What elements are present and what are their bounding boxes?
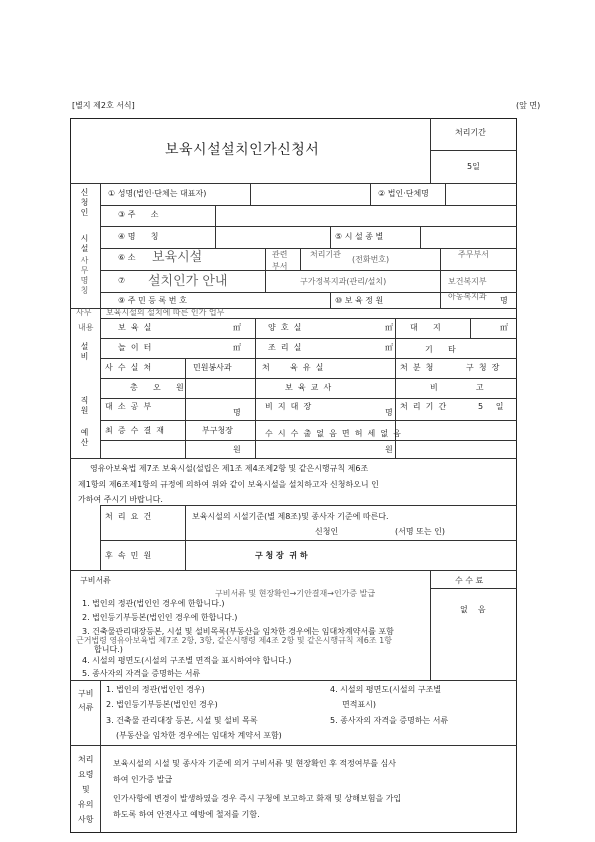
organization-name-label: ② 법인·단체명	[378, 189, 429, 198]
followup-label: 후 속 민 원	[105, 551, 152, 560]
form-title: 보육시설설치인가신청서	[165, 142, 320, 158]
rule-line	[70, 680, 517, 681]
rule-line	[100, 505, 101, 570]
fee-value: 없 음	[460, 605, 486, 614]
document-item-4: 4. 시설의 평면도(시설의 구조별 면적을 표시하여야 합니다.)	[82, 656, 292, 665]
kitchen-label: 조 리 실	[268, 343, 302, 352]
rule-line	[100, 540, 517, 541]
related-dept-label-1: 관련	[272, 250, 288, 259]
staff-section-label: 직원	[80, 396, 89, 416]
related-dept-label-2: 부서	[272, 262, 288, 271]
duty-label: 사무	[76, 308, 92, 317]
rule-line	[430, 570, 431, 680]
short-document-item-2: 2. 법인등기부등본(법인인 경우)	[106, 700, 218, 709]
notes-line3: 인가사항에 변경이 발생하였을 경우 즉시 구청에 보고하고 화재 및 상해보험을 가입	[113, 794, 402, 803]
staff-row4-c: 수 시 수 출 없 음 면 허 세 없 음	[265, 429, 401, 438]
rule-line	[185, 358, 186, 458]
agency-label: 처리기관	[310, 250, 341, 259]
rule-line	[430, 588, 517, 589]
resident-number-label: ⑨ 주 민 등 록 번 호	[118, 296, 187, 305]
duty-text: 보육시설의 설치에 따른 인가 업무	[106, 308, 225, 317]
facility-location-label: ⑥ 소	[118, 253, 136, 262]
notes-label-1: 처리	[78, 755, 94, 764]
declaration-line3: 가하여 주시기 바랍니다.	[78, 495, 163, 504]
rule-line	[330, 292, 331, 308]
rule-line	[100, 338, 517, 339]
short-documents-label-2: 서류	[78, 703, 94, 712]
short-document-item-4b: 면적표시)	[342, 700, 377, 709]
facility-name-label: ④ 명 칭	[118, 232, 159, 241]
rule-line	[100, 440, 517, 441]
rule-line	[265, 248, 266, 292]
facility-founder-label: ⑦	[118, 276, 126, 285]
process-flow: 구비서류 및 현장확인→기안결재→인가증 발급	[215, 589, 376, 598]
main-dept-label: 주무부서	[458, 250, 489, 259]
rule-line	[100, 270, 517, 271]
rule-line	[430, 150, 517, 151]
won-unit: 원	[233, 445, 241, 454]
staff-row2-a: 총 오 원	[130, 383, 184, 392]
short-document-item-5: 5. 종사자의 자격을 증명하는 서류	[330, 716, 449, 725]
staff-row3-b: 비 지 대 장	[265, 402, 312, 411]
rule-line	[445, 183, 446, 205]
short-documents-label-1: 구비	[78, 689, 94, 698]
staff-row1-e: 처 분 청	[400, 363, 434, 372]
playground-label: 놀 이 터	[118, 343, 152, 352]
person-unit: 명	[233, 408, 241, 417]
rule-line	[430, 118, 431, 183]
notes-line2: 하여 인가증 발급	[113, 775, 173, 784]
rule-line	[395, 318, 396, 358]
rule-line	[215, 205, 216, 248]
rule-line	[330, 226, 331, 248]
applicant-name-label: ① 성명(법인·단체는 대표자)	[108, 189, 207, 198]
rule-line	[100, 420, 517, 421]
rule-line	[420, 226, 421, 248]
staff-row3-c: 처 리 기 간	[400, 402, 447, 411]
document-item-3b: 합니다.)	[94, 645, 123, 654]
staff-row1-c: 처	[262, 363, 270, 372]
staff-row3-d: 5 일	[478, 402, 504, 411]
rule-line	[100, 205, 517, 206]
capacity-unit: 명	[500, 296, 508, 305]
notes-line1: 보육시설의 시설 및 종사자 기준에 의거 구비서류 및 현장확인 후 적정여부를 심사	[113, 759, 396, 768]
legal-basis: 근거법령 영유아보육법 제7조 2항, 3항, 같은시행령 제4조 2항 및 같은시행규칙 제6조 1항	[76, 636, 392, 645]
guide-title-line1: 보육시설	[152, 250, 203, 265]
notes-label-4: 유의	[78, 800, 94, 809]
area-unit: ㎡	[233, 343, 241, 352]
page-side-label: (앞 면)	[516, 101, 541, 110]
staff-row1-a: 사 수 실 처	[105, 363, 152, 372]
won-unit: 원	[385, 445, 393, 454]
staff-row2-c: 비 고	[430, 383, 484, 392]
rule-line	[70, 745, 517, 746]
documents-label: 구비서류	[80, 576, 111, 585]
rule-line	[70, 458, 517, 459]
document-item-2: 2. 법인등기부등본(법인인 경우에 한합니다.)	[82, 613, 238, 622]
guide-title-line2: 설치인가 안내	[148, 274, 228, 289]
sub-dept-value: 아동복지과	[448, 292, 487, 301]
rule-line	[370, 183, 371, 205]
address-label: ③ 주 소	[118, 210, 159, 219]
notes-label-3: 및	[82, 785, 90, 794]
document-item-3: 3. 건축물관리대장등본, 시설 및 설비목록(부동산을 임차한 경우에는 임대차계약서를 포함	[82, 627, 394, 636]
area-unit: ㎡	[500, 323, 508, 332]
signature-label: (서명 또는 인)	[395, 527, 445, 536]
rule-line	[70, 183, 517, 184]
staff-row3-a: 대 소 공 부	[105, 402, 152, 411]
notes-label-5: 사항	[78, 815, 94, 824]
guide-side-label: 사무명칭	[80, 256, 89, 296]
area-unit: ㎡	[233, 323, 241, 332]
rule-line	[255, 318, 256, 358]
applicant-section-label: 신청인	[80, 188, 89, 218]
person-unit: 명	[385, 408, 393, 417]
rule-line	[100, 398, 517, 399]
capacity-label: ⑩ 보 육 정 원	[335, 296, 384, 305]
rule-line	[100, 680, 101, 833]
nursery-room-label: 보 육 실	[118, 323, 152, 332]
requirements-label: 처 리 요 건	[105, 512, 152, 521]
signer-label: 신청인	[315, 527, 339, 536]
fee-label: 수 수 료	[455, 576, 484, 585]
requirements-text: 보육시설의 시설기준(별 제8조)및 종사자 기준에 따른다.	[192, 512, 389, 521]
staff-row1-d: 육 유 실	[290, 363, 324, 372]
area-unit: ㎡	[385, 323, 393, 332]
short-document-item-1: 1. 법인의 정관(법인인 경우)	[106, 685, 205, 694]
rule-line	[100, 226, 517, 227]
processing-period-value: 5일	[467, 162, 480, 171]
staff-row4-b: 부구청장	[202, 426, 233, 435]
rule-line	[250, 183, 251, 205]
declaration-line1: 영유아보육법 제7조 보육시설(설립은 제1조 제4조제2항 및 같은시행규칙 제6조	[90, 464, 369, 473]
form-number: [별지 제2호 서식]	[72, 101, 135, 110]
rule-line	[300, 248, 301, 270]
addressee: 구 청 장 귀 하	[255, 551, 308, 560]
budget-section-label: 예산	[80, 428, 89, 448]
rule-line	[470, 318, 471, 338]
rule-line	[100, 318, 517, 319]
short-document-item-4: 4. 시설의 평면도(시설의 구조별	[330, 685, 442, 694]
main-dept-value: 보건복지부	[448, 277, 487, 286]
short-document-item-3b: (부동산을 임차한 경우에는 임대차 계약서 포함)	[116, 731, 282, 740]
rule-line	[395, 358, 396, 458]
agency-phone-label: (전화번호)	[352, 255, 390, 264]
rule-line	[70, 570, 517, 571]
declaration-line2: 제1항의 제6조제1항의 규정에 의하여 위와 같이 보육시설을 설치하고자 신청하오니 인	[78, 480, 379, 489]
rule-line	[440, 248, 441, 308]
rule-line	[255, 358, 256, 458]
processing-period-label: 처리기간	[455, 128, 486, 137]
other-label: 기 타	[425, 345, 456, 354]
rule-line	[100, 378, 517, 379]
facility-type-label: ⑤ 시 설 종 별	[335, 232, 384, 241]
document-item-1: 1. 법인의 정관(법인인 경우에 한합니다.)	[82, 599, 225, 608]
rule-line	[100, 358, 517, 359]
notes-line4: 하도록 하여 안전사고 예방에 철저를 기함.	[113, 810, 260, 819]
short-document-item-3: 3. 건축물 관리대장 등본, 시설 및 설비 목록	[106, 716, 258, 725]
staff-row2-b: 보 육 교 사	[285, 383, 332, 392]
facility-section-label: 시설	[80, 234, 89, 254]
content-label: 내용	[78, 323, 94, 332]
document-item-5: 5. 종사자의 자격을 증명하는 서류	[82, 669, 201, 678]
staff-row4-a: 최 증 수 결 재	[105, 426, 164, 435]
land-label: 대 지	[410, 323, 441, 332]
rule-line	[100, 248, 517, 249]
rule-line	[100, 505, 517, 506]
agency-value: 구가정복지과(관리/설치)	[300, 277, 387, 286]
area-unit: ㎡	[385, 343, 393, 352]
rule-line	[185, 505, 186, 570]
staff-row1-b: 민원봉사과	[193, 363, 232, 372]
notes-label-2: 요령	[78, 770, 94, 779]
equipment-section-label: 설비	[80, 342, 89, 362]
staff-row1-f: 구 청 장	[466, 363, 500, 372]
infirmary-label: 양 호 실	[268, 323, 302, 332]
rule-line	[100, 183, 101, 458]
